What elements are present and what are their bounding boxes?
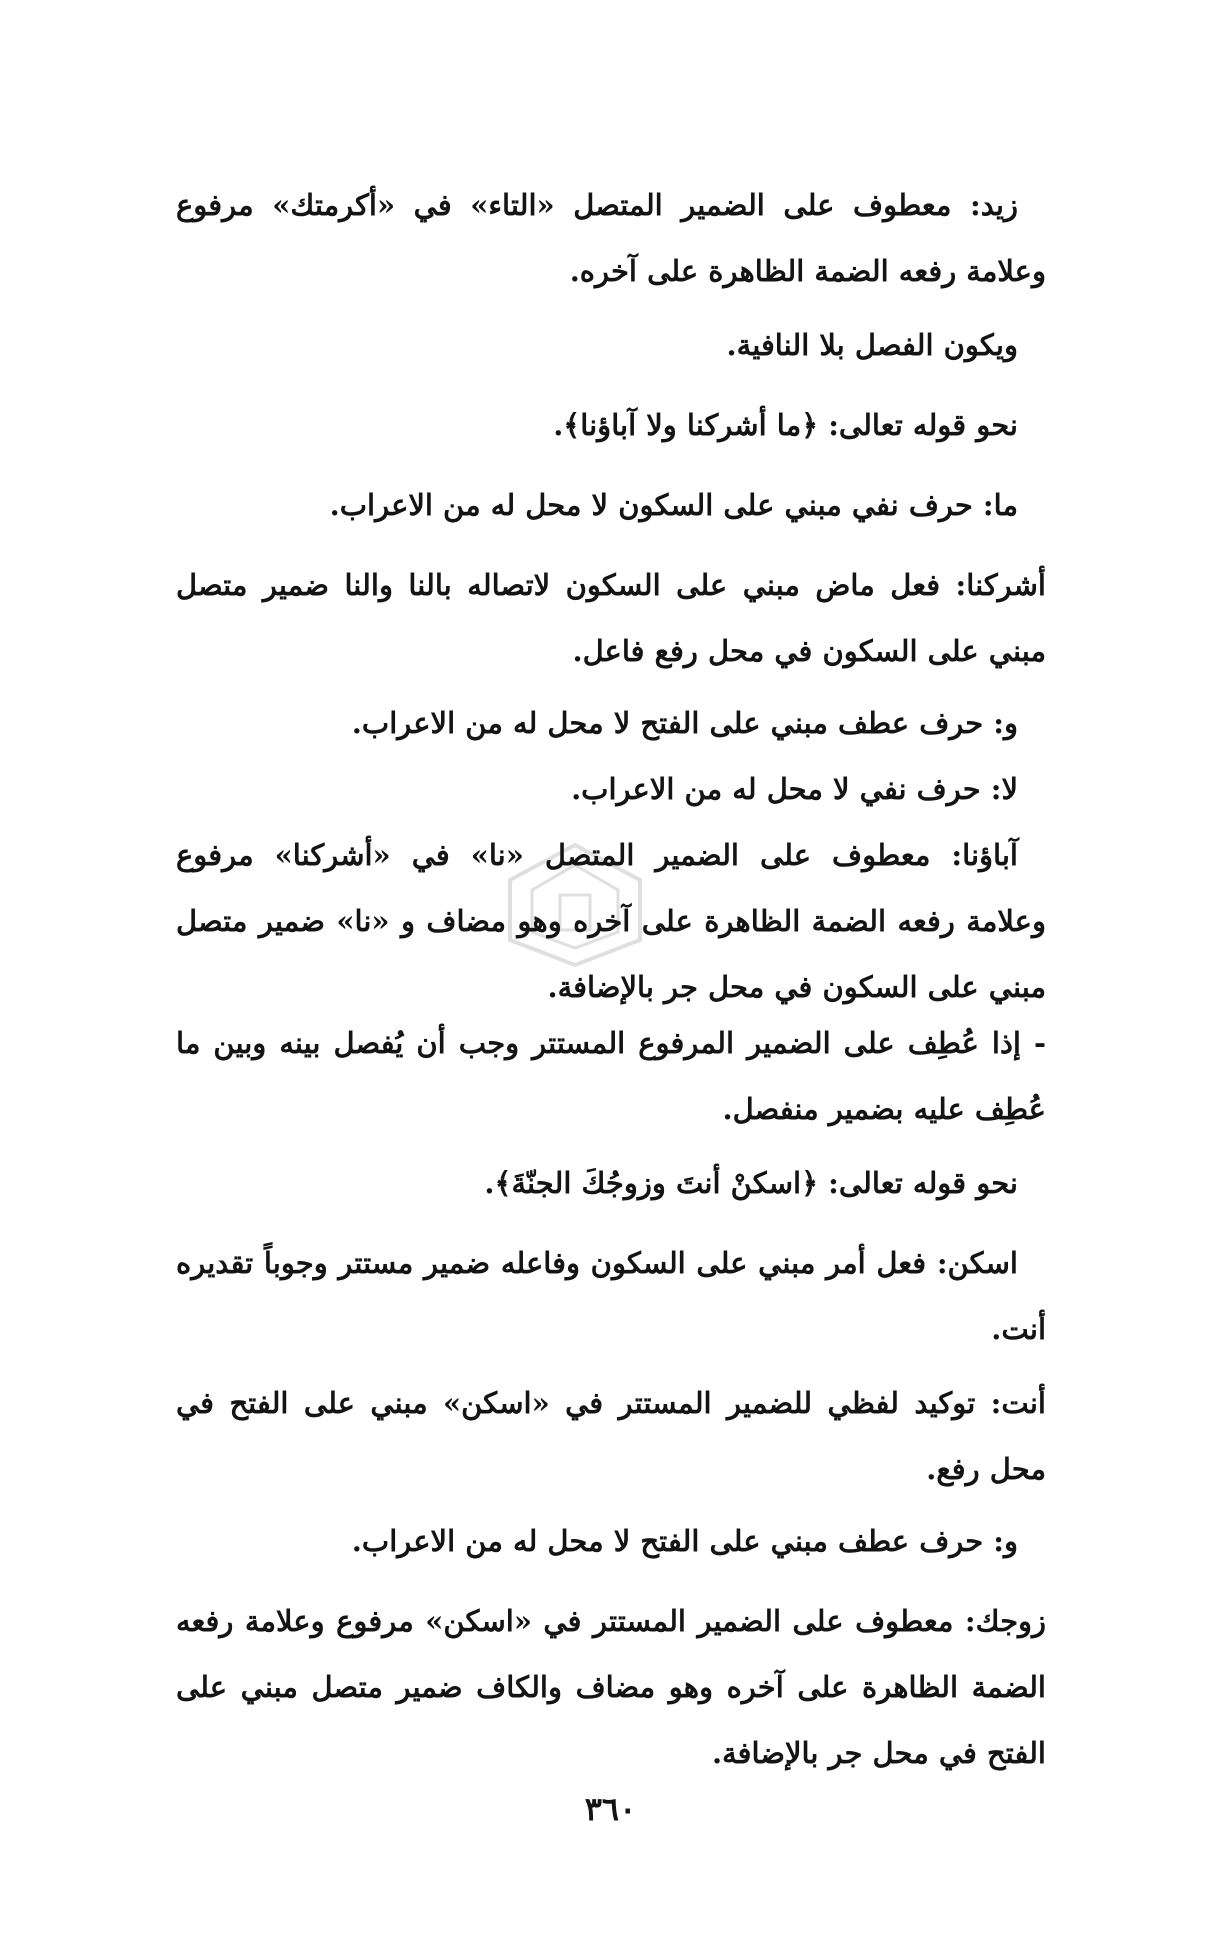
- paragraph: نحو قوله تعالى: ﴿اسكنْ أنتَ وزوجُكَ الجنّةَ﴾.: [484, 1166, 1018, 1200]
- paragraph: أنت: توكيد لفظي للضمير المستتر في «اسكن» مبني على الفتح في محل رفع.: [176, 1386, 1046, 1486]
- paragraph: نحو قوله تعالى: ﴿ما أشركنا ولا آباؤنا﴾.: [553, 408, 1018, 442]
- paragraph: زيد: معطوف على الضمير المتصل «التاء» في «أكرمتك» مرفوع وعلامة رفعه الضمة الظاهرة على آخره.: [176, 188, 1046, 288]
- paragraph: زوجك: معطوف على الضمير المستتر في «اسكن» مرفوع وعلامة رفعه الضمة الظاهرة على آخره وهو مضاف والكاف ضمير متصل مبني على الفتح في محل جر بالإضافة.: [176, 1604, 1046, 1770]
- paragraph: و: حرف عطف مبني على الفتح لا محل له من الاعراب.: [351, 1524, 1018, 1558]
- paragraph: و: حرف عطف مبني على الفتح لا محل له من الاعراب.: [351, 706, 1018, 740]
- paragraph: ويكون الفصل بلا النافية.: [726, 328, 1018, 362]
- paragraph: - إذا عُطِف على الضمير المرفوع المستتر وجب أن يُفصل بينه وبين ما عُطِف عليه بضمير منفصل.: [176, 1026, 1046, 1126]
- paragraph: لا: حرف نفي لا محل له من الاعراب.: [571, 772, 1018, 806]
- page-number: ٣٦٠: [584, 1790, 637, 1828]
- paragraph: ما: حرف نفي مبني على السكون لا محل له من الاعراب.: [329, 488, 1018, 522]
- paragraph: آباؤنا: معطوف على الضمير المتصل «نا» في «أشركنا» مرفوع وعلامة رفعه الضمة الظاهرة على آخره وهو مضاف و «نا» ضمير متصل مبني على السكون في محل جر بالإضافة.: [176, 838, 1046, 1004]
- paragraph: اسكن: فعل أمر مبني على السكون وفاعله ضمير مستتر وجوباً تقديره أنت.: [176, 1246, 1046, 1346]
- paragraph: أشركنا: فعل ماض مبني على السكون لاتصاله بالنا والنا ضمير متصل مبني على السكون في محل رفع فاعل.: [176, 568, 1046, 668]
